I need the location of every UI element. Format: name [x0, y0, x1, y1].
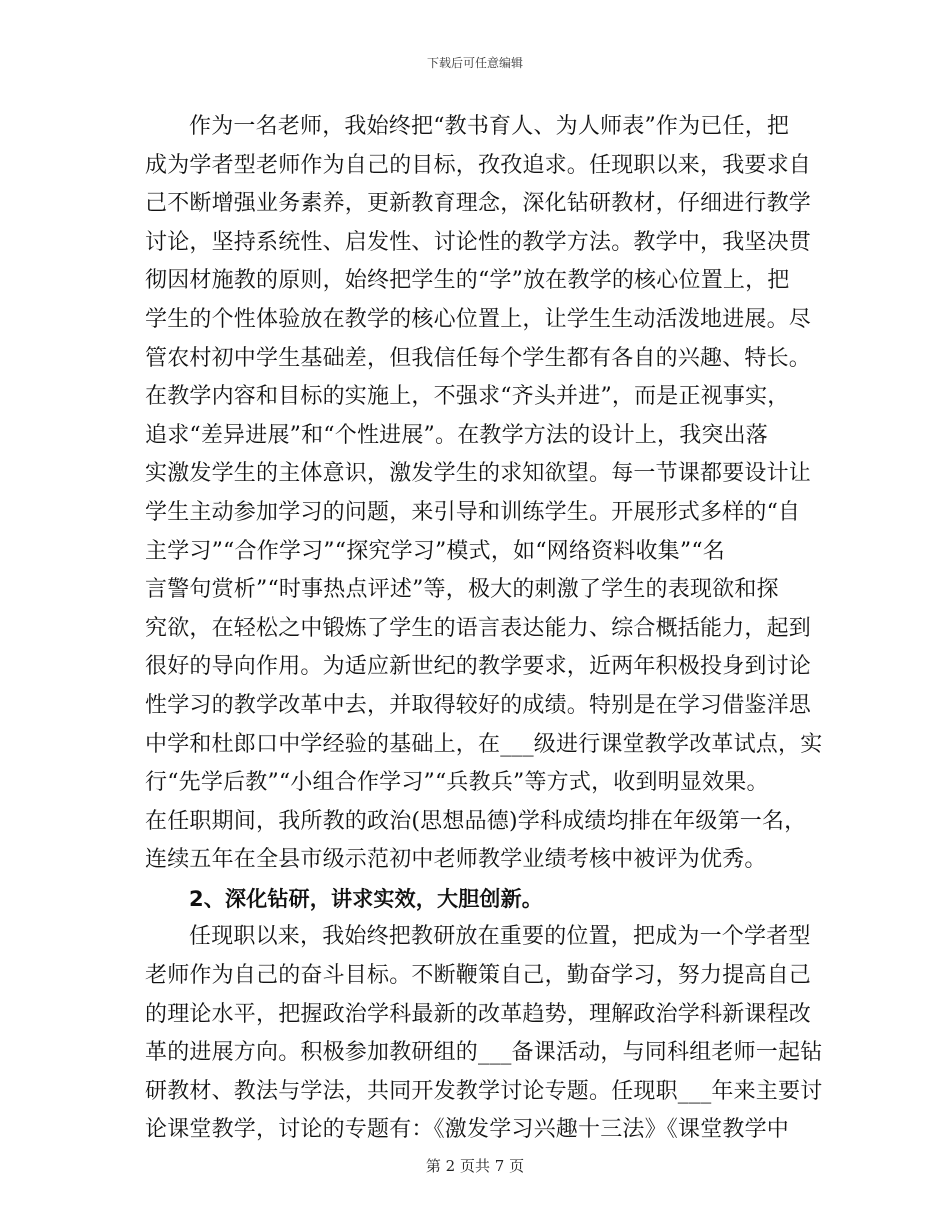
paragraph-line: 究欲，在轻松之中锻炼了学生的语言表达能力、综合概括能力，起到: [145, 615, 812, 641]
paragraph-line: 行“先学后教”“小组合作学习”“兵教兵”等方式，收到明显效果。: [145, 770, 769, 796]
document-body: [145, 108, 823, 1150]
paragraph-line: 革的进展方向。积极参加教研组的___备课活动，与同科组老师一起钻: [145, 1040, 823, 1066]
paragraph-line: 在任职期间，我所教的政治(思想品德)学科成绩均排在年级第一名，: [145, 808, 807, 834]
paragraph-line: 论课堂教学，讨论的专题有：《激发学习兴趣十三法》《课堂教学中: [145, 1117, 790, 1143]
paragraph-line: 主学习”“合作学习”“探究学习”模式，如“网络资料收集”“名: [145, 538, 725, 564]
paragraph-line: 己不断增强业务素养，更新教育理念，深化钻研教材，仔细进行教学: [145, 191, 812, 217]
paragraph-line: 言警句赏析”“时事热点评述”等，极大的刺激了学生的表现欲和探: [145, 577, 779, 603]
paragraph-line: 学生的个性体验放在教学的核心位置上，让学生生动活泼地进展。尽: [145, 306, 812, 332]
paragraph-line: 任现职以来，我始终把教研放在重要的位置，把成为一个学者型: [189, 924, 811, 950]
paragraph-line: 中学和杜郎口中学经验的基础上，在___级进行课堂教学改革试点，实: [145, 731, 823, 757]
paragraph-line: 的理论水平，把握政治学科最新的改革趋势，理解政治学科新课程改: [145, 1001, 812, 1027]
paragraph-line: 学生主动参加学习的问题，来引导和训练学生。开展形式多样的“自: [145, 499, 801, 525]
paragraph-line: 作为一名老师，我始终把“教书育人、为人师表”作为已任，把: [189, 114, 790, 139]
paragraph-line: 管农村初中学生基础差，但我信任每个学生都有各自的兴趣、特长。: [145, 345, 812, 371]
paragraph-line: 彻因材施教的原则，始终把学生的“学”放在教学的核心位置上，把: [145, 268, 790, 294]
paragraph-line: 实激发学生的主体意识，激发学生的求知欲望。每一节课都要设计让: [145, 461, 812, 487]
page-header: 下载后可任意编辑: [426, 56, 523, 70]
paragraph-line: 性学习的教学改革中去，并取得较好的成绩。特别是在学习借鉴洋思: [145, 692, 812, 718]
section-heading: 2、深化钻研，讲求实效，大胆创新。: [189, 886, 544, 911]
paragraph-line: 很好的导向作用。为适应新世纪的教学要求，近两年积极投身到讨论: [145, 654, 812, 680]
page-footer: 第 2 页共 7 页: [425, 1157, 525, 1175]
paragraph-line: 在教学内容和目标的实施上，不强求“齐头并进”，而是正视事实，: [145, 384, 790, 410]
paragraph-line: 讨论，坚持系统性、启发性、讨论性的教学方法。教学中，我坚决贯: [145, 229, 812, 255]
paragraph-line: 老师作为自己的奋斗目标。不断鞭策自己，勤奋学习，努力提高自己: [145, 963, 812, 989]
paragraph-line: 研教材、教法与学法，共同开发教学讨论专题。任现职___年来主要讨: [145, 1078, 823, 1104]
paragraph-line: 连续五年在全县市级示范初中老师教学业绩考核中被评为优秀。: [145, 847, 767, 873]
paragraph-line: 成为学者型老师作为自己的目标，孜孜追求。任现职以来，我要求自: [145, 152, 812, 178]
paragraph-line: 追求“差异进展”和“个性进展”。在教学方法的设计上，我突出落: [145, 422, 768, 448]
